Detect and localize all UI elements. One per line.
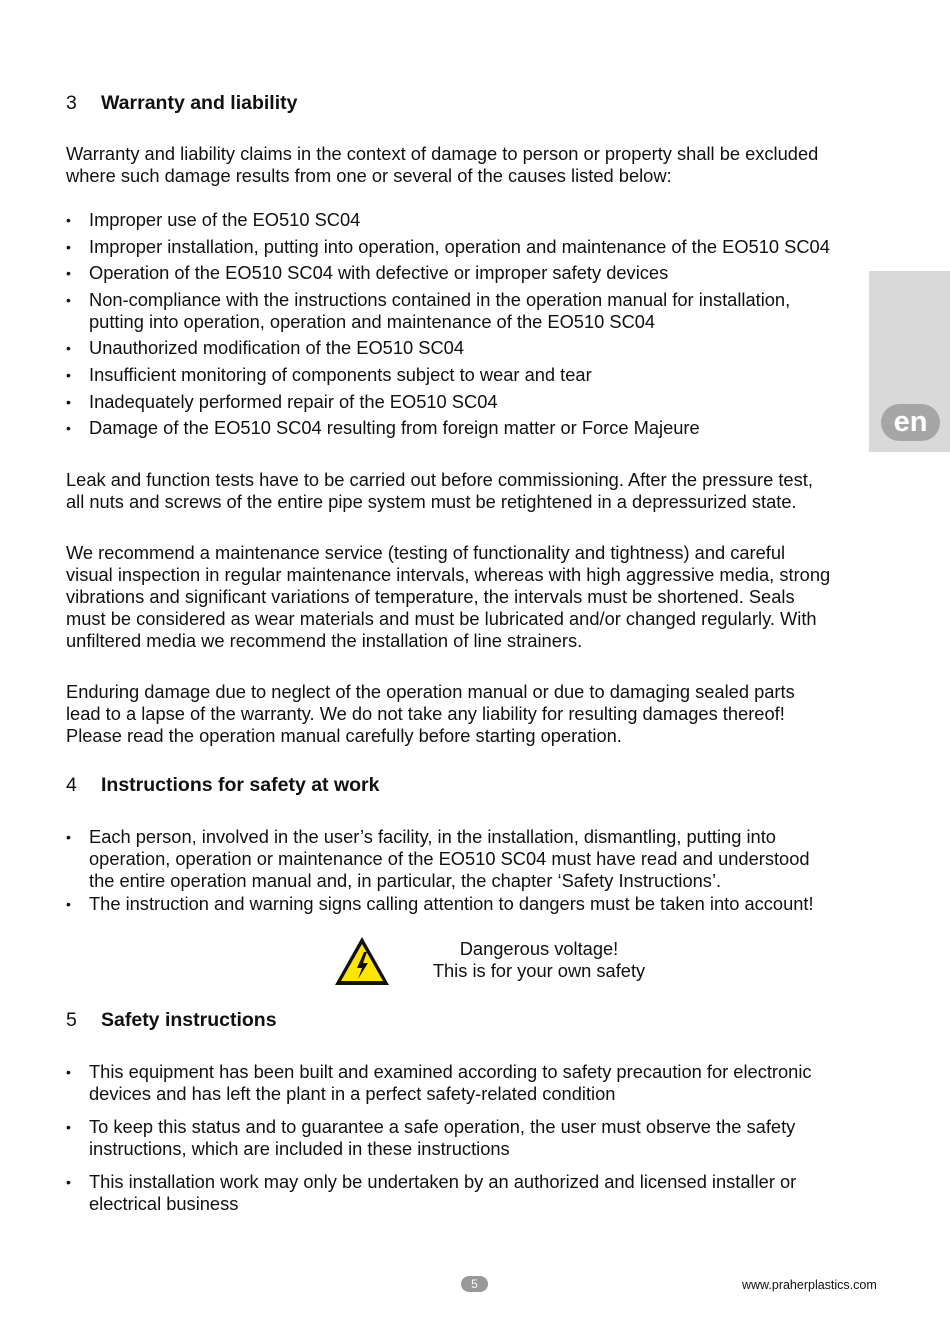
- text-line: visual inspection in regular maintenance intervals, whereas with high aggressive media, strong: [66, 564, 831, 585]
- section-3-intro: [66, 143, 876, 187]
- warning-line-2: This is for your own safety: [432, 960, 646, 981]
- list-item-text: • Improper use of the EO510 SC04: [89, 209, 361, 230]
- list-item-text: • Damage of the EO510 SC04 resulting from foreign matter or Force Majeure: [89, 417, 700, 439]
- list-item-text: • Improper installation, putting into operation, operation and maintenance of the EO510 SC04: [89, 235, 830, 257]
- damage-paragraph: [66, 681, 876, 747]
- list-item-text: • The instruction and warning signs calling attention to dangers must be taken into account!: [89, 893, 814, 914]
- website-link[interactable]: www.praherplastics.com: [742, 1278, 877, 1292]
- section-4-number: 4: [66, 774, 77, 796]
- list-item-text: putting into operation, operation and maintenance of the EO510 SC04: [89, 310, 656, 332]
- section-5-heading: [66, 1009, 277, 1031]
- text-line: where such damage results from one or several of the causes listed below:: [66, 165, 672, 186]
- warranty-exclusion-list: [66, 209, 878, 439]
- list-item: [66, 289, 878, 333]
- list-item-text: • This equipment has been built and examined according to safety precaution for electronic: [89, 1061, 812, 1082]
- list-item: [66, 337, 878, 359]
- list-item: [66, 893, 878, 915]
- list-item: [66, 209, 878, 231]
- list-item-text: • Unauthorized modification of the EO510 SC04: [89, 337, 464, 359]
- list-item: [66, 417, 878, 439]
- list-item-text: • To keep this status and to guarantee a safe operation, the user must observe the safety: [89, 1116, 796, 1137]
- section-4-title: Instructions for safety at work: [101, 774, 380, 796]
- warning-message: [410, 938, 668, 982]
- language-tab: [869, 271, 950, 452]
- list-item-text: the entire operation manual and, in particular, the chapter ‘Safety Instructions’.: [89, 870, 722, 891]
- text-line: must be considered as wear materials and must be lubricated and/or changed regularly. With: [66, 608, 817, 629]
- list-item-text: • Non-compliance with the instructions contained in the operation manual for installation,: [89, 288, 791, 310]
- list-item-text: electrical business: [89, 1193, 239, 1214]
- list-item: [66, 1171, 878, 1215]
- list-item-text: • Operation of the EO510 SC04 with defective or improper safety devices: [89, 262, 669, 284]
- text-line: Please read the operation manual carefully before starting operation.: [66, 725, 622, 746]
- list-item: [66, 1116, 878, 1160]
- list-item-text: instructions, which are included in these instructions: [89, 1138, 510, 1159]
- list-item-text: • Insufficient monitoring of components subject to wear and tear: [89, 363, 592, 385]
- safety-at-work-list: [66, 826, 878, 915]
- list-item-text: operation, operation or maintenance of the EO510 SC04 must have read and understood: [89, 848, 810, 869]
- section-3-heading: [66, 92, 298, 114]
- warning-line-1: Dangerous voltage!: [459, 938, 619, 959]
- section-5-title: Safety instructions: [101, 1009, 277, 1031]
- text-line: all nuts and screws of the entire pipe system must be retightened in a depressurized state.: [66, 491, 797, 512]
- list-item: [66, 1061, 878, 1105]
- text-line: unfiltered media we recommend the installation of line strainers.: [66, 630, 583, 651]
- text-line: Enduring damage due to neglect of the operation manual or due to damaging sealed parts: [66, 681, 795, 702]
- text-line: Leak and function tests have to be carried out before commissioning. After the pressure test,: [66, 469, 813, 490]
- list-item-text: • Each person, involved in the user’s facility, in the installation, dismantling, putting into: [89, 826, 776, 847]
- safety-instructions-list: [66, 1061, 878, 1215]
- section-3-number: 3: [66, 92, 77, 114]
- page-number-badge: 5: [461, 1276, 488, 1292]
- text-line: vibrations and significant variations of temperature, the intervals must be shortened. Seals: [66, 586, 795, 607]
- text-line: Warranty and liability claims in the context of damage to person or property shall be excluded: [66, 143, 819, 164]
- section-4-heading: [66, 774, 379, 796]
- list-item: [66, 826, 878, 892]
- list-item: [66, 236, 878, 258]
- list-item: [66, 262, 878, 284]
- text-line: We recommend a maintenance service (testing of functionality and tightness) and careful: [66, 542, 786, 563]
- language-badge: en: [881, 404, 940, 441]
- high-voltage-warning-icon: [333, 935, 391, 987]
- section-3-title: Warranty and liability: [101, 92, 298, 114]
- section-5-number: 5: [66, 1009, 77, 1031]
- list-item-text: devices and has left the plant in a perfect safety-related condition: [89, 1083, 616, 1104]
- list-item: [66, 364, 878, 386]
- leak-test-paragraph: [66, 469, 876, 513]
- text-line: lead to a lapse of the warranty. We do not take any liability for resulting damages thereof!: [66, 703, 785, 724]
- list-item-text: • This installation work may only be undertaken by an authorized and licensed installer or: [89, 1171, 797, 1192]
- list-item-text: • Inadequately performed repair of the EO510 SC04: [89, 390, 498, 412]
- maintenance-paragraph: [66, 542, 878, 652]
- list-item: [66, 391, 878, 413]
